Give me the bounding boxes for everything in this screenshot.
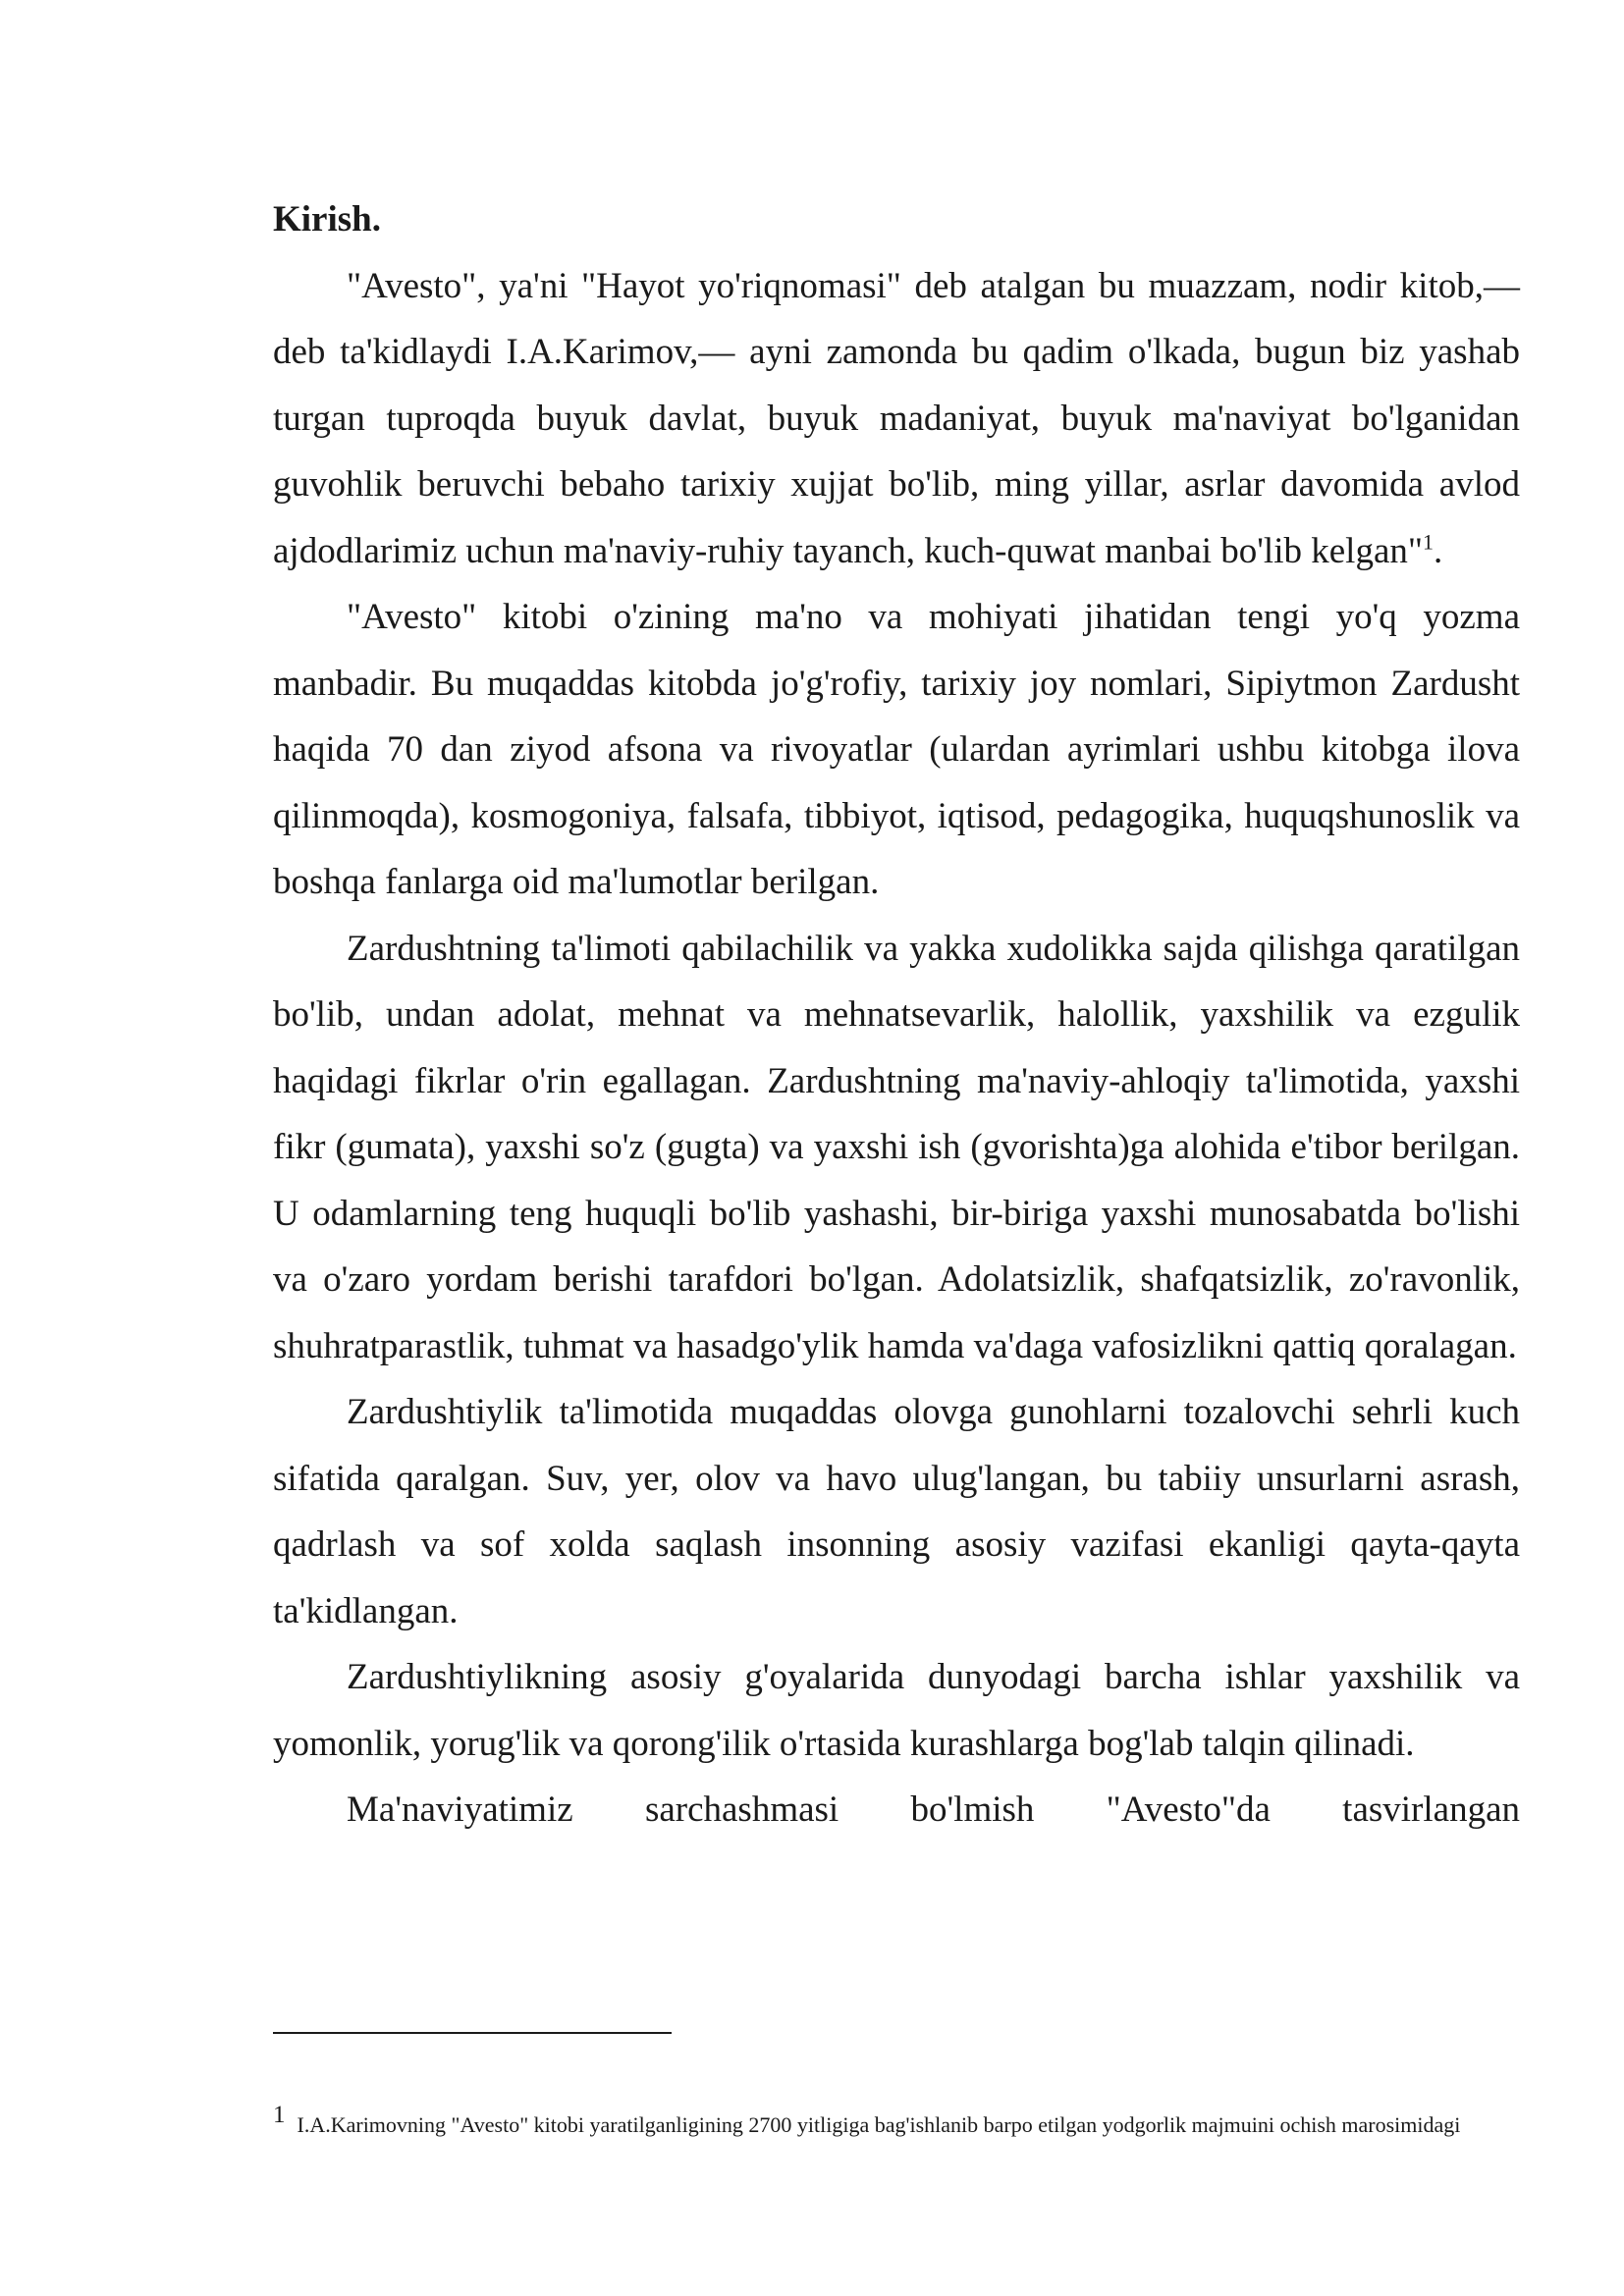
footnote: [273, 2103, 1549, 2138]
footnote-text: I.A.Karimovning "Avesto" kitobi yaratilganligining 2700 yitligiga bag'ishlanib barpo etilgan yodgorlik majmuini ochish marosimidagi: [297, 2112, 1461, 2137]
paragraph-1: [273, 253, 1520, 585]
footnote-separator: [273, 2032, 672, 2034]
paragraph-2: "Avesto" kitobi o'zining ma'no va mohiyati jihatidan tengi yo'q yozma manbadir. Bu muqaddas kitobda jo'g'rofiy, tarixiy joy nomlari, Sipiytmon Zardusht haqida 70 dan ziyod afsona va rivoyatlar (ulardan ayrimlari ushbu kitobga ilova qilinmoqda), kosmogoniya, falsafa, tibbiyot, iqtisod, pedagogika, huquqshunoslik va boshqa fanlarga oid ma'lumotlar berilgan.: [273, 597, 1520, 902]
footnote-mark: 1: [273, 2102, 286, 2128]
paragraph-4: Zardushtiylik ta'limotida muqaddas olovga gunohlarni tozalovchi sehrli kuch sifatida qaralgan. Suv, yer, olov va havo ulug'langan, bu tabiiy unsurlarni asrash, qadrlash va sof xolda saqlash insonning asosiy vazifasi ekanligi qayta-qayta ta'kidlangan.: [273, 1392, 1520, 1631]
paragraph-5: Zardushtiylikning asosiy g'oyalarida dunyodagi barcha ishlar yaxshilik va yomonlik, yorug'lik va qorong'ilik o'rtasida kurashlarga bog'lab talqin qilinadi.: [273, 1657, 1520, 1764]
footnote-reference[interactable]: 1: [1422, 529, 1434, 555]
section-heading: Kirish.: [273, 199, 381, 240]
paragraph-3: Zardushtning ta'limoti qabilachilik va yakka xudolikka sajda qilishga qaratilgan bo'lib, undan adolat, mehnat va mehnatsevarlik, halollik, yaxshilik va ezgulik haqidagi fikrlar o'rin egallagan. Zardushtning ma'naviy-ahloqiy ta'limotida, yaxshi fikr (gumata), yaxshi so'z (gugta) va yaxshi ish (gvorishta)ga alohida e'tibor berilgan. U odamlarning teng huquqli bo'lib yashashi, bir-biriga yaxshi munosabatda bo'lishi va o'zaro yordam berishi tarafdori bo'lgan. Adolatsizlik, shafqatsizlik, zo'ravonlik, shuhratparastlik, tuhmat va hasadgo'ylik hamda va'daga vafosizlikni qattiq qoralagan.: [273, 928, 1520, 1366]
paragraph-text-end: .: [1433, 530, 1443, 571]
paragraph-text: "Avesto", ya'ni "Hayot yo'riqnomasi" deb atalgan bu muazzam, nodir kitob,— deb ta'kidlaydi I.A.Karimov,— ayni zamonda bu qadim o'lkada, bugun biz yashab turgan tuproqda buyuk davlat, buyuk madaniyat, buyuk ma'naviyat bo'lganidan guvohlik beruvchi bebaho tarixiy xujjat bo'lib, ming yillar, asrlar davomida avlod ajdodlarimiz uchun ma'naviy-ruhiy tayanch, kuch-quwat manbai bo'lib kelgan": [273, 265, 1520, 571]
paragraph-6: Ma'naviyatimiz sarchashmasi bo'lmish "Avesto"da tasvirlangan: [347, 1789, 1520, 1830]
body-text: [273, 187, 1520, 1843]
